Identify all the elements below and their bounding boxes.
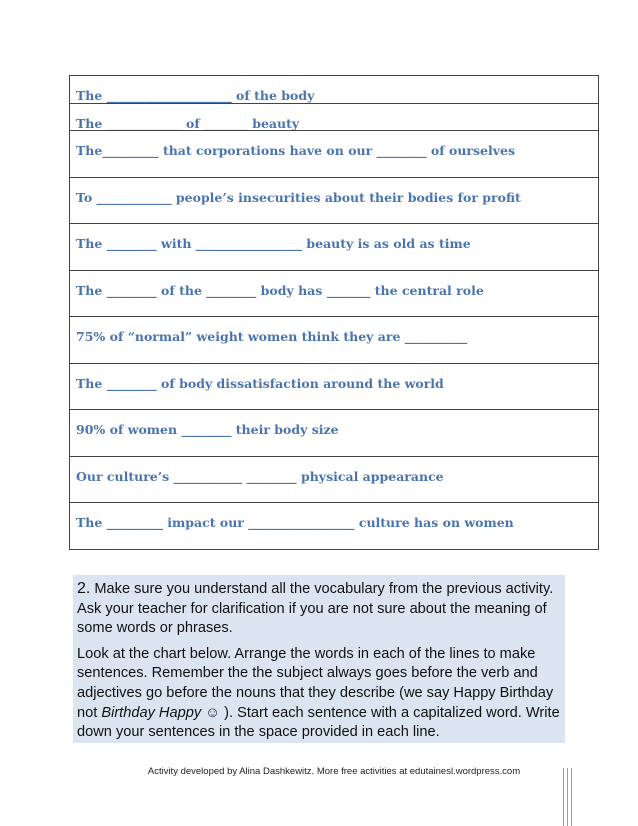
row-text: The	[76, 88, 107, 103]
blank-line: ____________________	[106, 88, 232, 103]
instructions-text: Look at the chart below. Arrange the words in each of the lines to make sentences. Remember the the subject always goes before the verb and adjectives go before the nouns that they describe (we say Happy Birthday not	[77, 645, 554, 721]
row-text: people’s insecurities about their bodies for profit	[171, 189, 521, 205]
row-text: of body dissatisfaction around the world	[156, 375, 444, 391]
instructions-paragraph-2	[77, 645, 561, 743]
instructions-text: Make sure you understand all the vocabulary from the previous activity. Ask your teacher for clarification if you are not sure about the meaning of some words or phrases.	[77, 581, 554, 637]
instructions-box	[73, 575, 565, 743]
row-text: beauty is as old as time	[302, 236, 471, 251]
table-row	[70, 409, 598, 456]
blank-line: ________	[376, 143, 427, 158]
row-text: of the	[156, 282, 207, 298]
table-row	[70, 130, 598, 177]
row-text: beauty	[247, 116, 300, 130]
worksheet-table	[69, 75, 599, 550]
row-text: The	[76, 116, 107, 130]
smiley-icon: ☺	[201, 704, 225, 721]
row-text: The	[76, 375, 107, 391]
row-text: of ourselves	[426, 143, 515, 158]
blank-line: ________	[106, 236, 157, 251]
row-text: of the body	[231, 88, 315, 103]
table-row	[70, 456, 598, 503]
row-text: impact our	[162, 515, 249, 530]
blank-line: _________	[102, 143, 159, 158]
table-row	[70, 76, 598, 103]
row-text: culture has on women	[354, 515, 514, 530]
step-number: 2.	[77, 580, 91, 597]
instructions-italic: Birthday Happy	[101, 704, 202, 721]
blank-line: ________	[246, 468, 297, 484]
blank-line: ___________	[173, 468, 243, 484]
blank-line: ________	[206, 282, 257, 298]
row-text: Our culture’s	[76, 468, 174, 484]
row-text: of	[181, 116, 205, 130]
row-text: body has	[256, 282, 327, 298]
decorative-bars	[563, 768, 573, 826]
row-text: The	[76, 515, 107, 530]
blank-line: _________________	[248, 515, 355, 530]
blank-line: ________	[106, 375, 157, 391]
table-row	[70, 502, 598, 549]
table-row	[70, 103, 598, 130]
row-text: their body size	[231, 422, 339, 437]
table-row	[70, 270, 598, 317]
instructions-text: ). Start each sentence with a capitalized word. Write down your sentences in the space provided in each line.	[77, 704, 560, 741]
blank-line: ________	[181, 422, 232, 437]
table-row	[70, 316, 598, 363]
blank-line: _______	[326, 282, 371, 298]
row-text: 90% of women	[76, 422, 182, 437]
table-row	[70, 177, 598, 224]
row-text: with	[156, 236, 196, 251]
instructions-paragraph-1	[77, 579, 561, 639]
blank-line: _________	[106, 515, 163, 530]
row-text: the central role	[370, 282, 484, 298]
table-row	[70, 363, 598, 410]
blank-line: _______	[204, 116, 248, 130]
table-row	[70, 223, 598, 270]
blank-line: ____________	[96, 189, 172, 205]
row-text: The	[76, 143, 103, 158]
row-text: physical appearance	[296, 468, 444, 484]
blank-line: _________________	[195, 236, 303, 251]
row-text: To	[76, 189, 97, 205]
row-text: The	[76, 236, 107, 251]
row-text: that corporations have on our	[158, 143, 377, 158]
blank-line: ________	[106, 282, 157, 298]
blank-line: __________	[404, 329, 468, 344]
row-text: The	[76, 282, 107, 298]
footer-credit: Activity developed by Alina Dashkewitz. More free activities at edutainesl.wordpress.com	[147, 766, 521, 777]
blank-line: ____________	[106, 116, 182, 130]
row-text: 75% of “normal” weight women think they are	[76, 329, 405, 344]
